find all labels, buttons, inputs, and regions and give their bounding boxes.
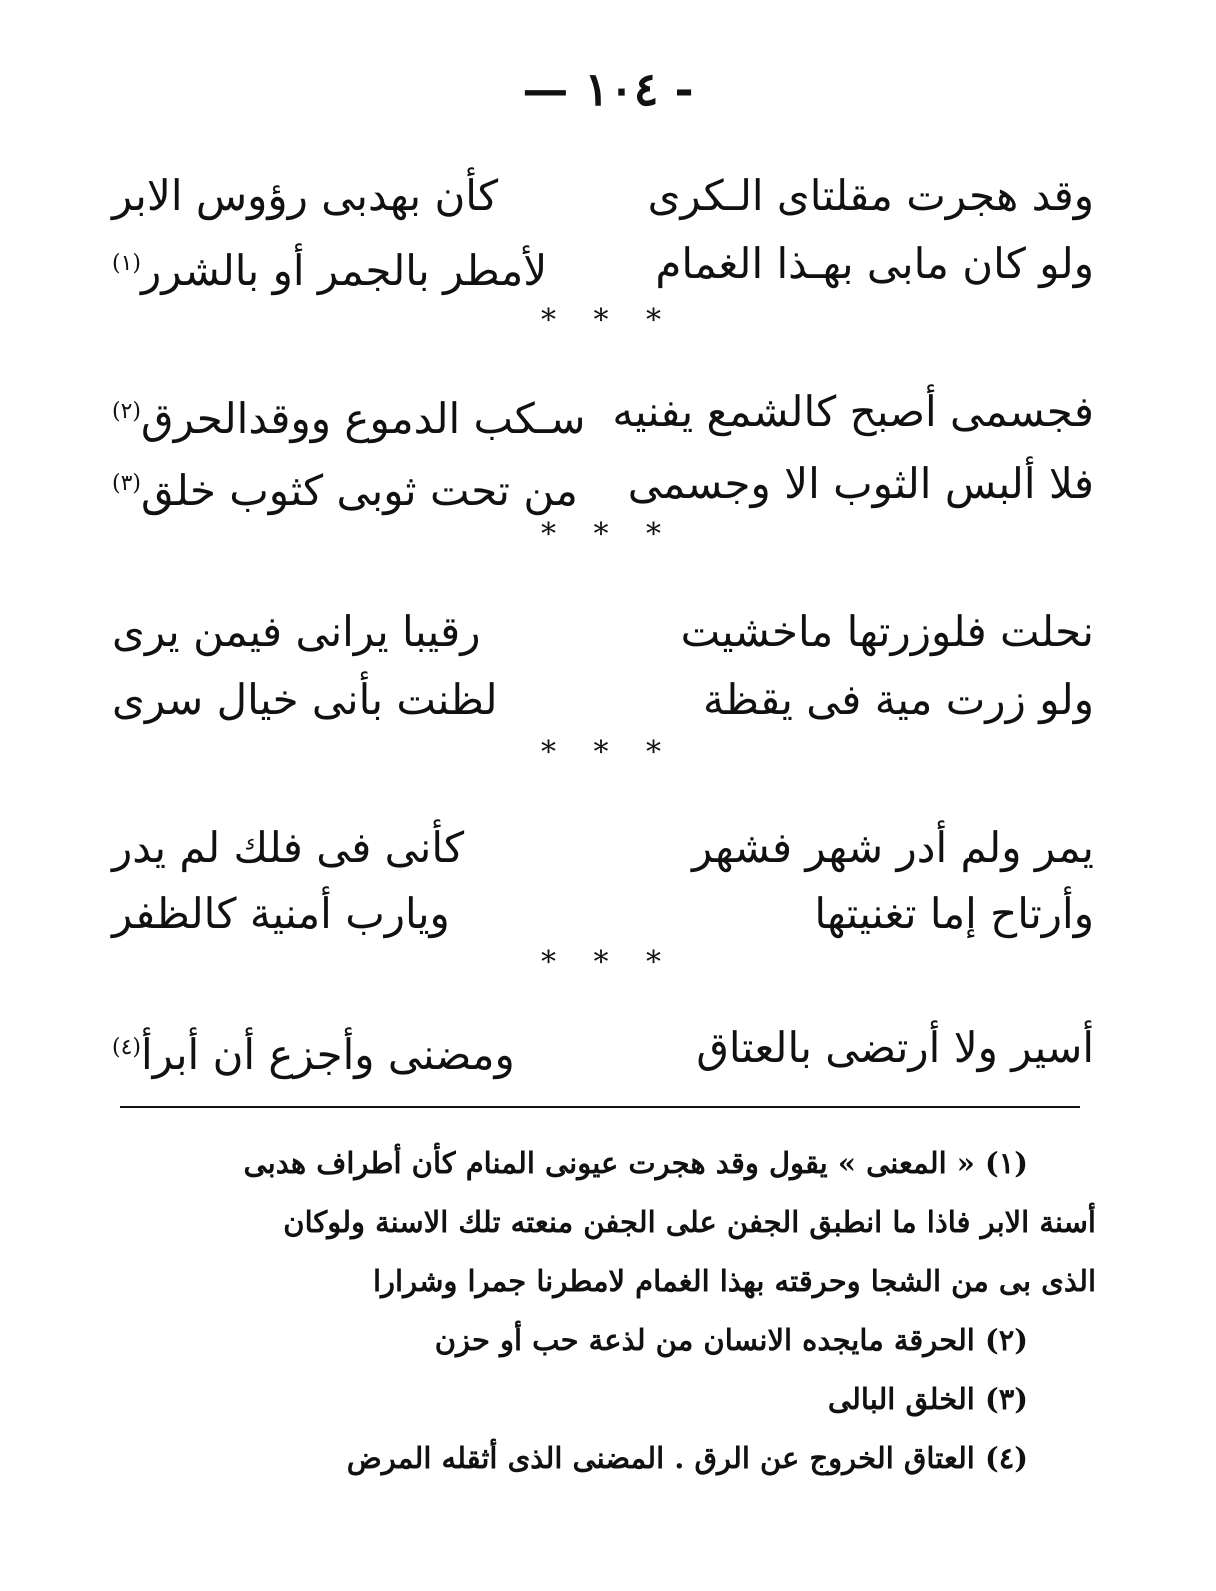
first-hemistich: ولو زرت مية فى يقظة (703, 675, 1094, 724)
section-separator: * * * (540, 517, 676, 552)
second-hemistich-text: ومضنى وأجزع أن أبرأ (141, 1030, 515, 1079)
section-separator: * * * (540, 735, 676, 770)
first-hemistich: وقد هجرت مقلتاى الـكرى (647, 171, 1094, 220)
second-hemistich-text: سـكب الدموع ووقدالحرق (141, 394, 586, 443)
first-hemistich: يمر ولم أدر شهر فشهر (691, 823, 1094, 872)
first-hemistich: أسير ولا أرتضى بالعتاق (696, 1023, 1094, 1072)
footnote-3: (٣) الخلق البالى (827, 1382, 1028, 1416)
verse-line (112, 376, 1094, 448)
section-separator: * * * (540, 303, 676, 338)
verse-line (112, 664, 1094, 736)
footnote-marker: (٣) (112, 471, 142, 496)
verse-line (112, 160, 1094, 232)
footnote-marker: (٤) (112, 1035, 142, 1060)
second-hemistich: كأنى فى فلك لم يدر (112, 823, 465, 872)
verse-line (112, 1012, 1094, 1084)
first-hemistich: وأرتاح إما تغنيتها (814, 889, 1094, 938)
second-hemistich-text: لأمطر بالجمر أو بالشرر (141, 246, 548, 295)
footnote-2: (٢) الحرقة مايجده الانسان من لذعة حب أو حزن (434, 1323, 1028, 1357)
verse-line (112, 878, 1094, 950)
second-hemistich (112, 1012, 515, 1091)
second-hemistich: ويارب أمنية كالظفر (112, 889, 450, 938)
second-hemistich (112, 228, 547, 307)
first-hemistich: نحلت فلوزرتها ماخشيت (680, 607, 1094, 656)
footnote-marker: (١) (112, 251, 142, 276)
first-hemistich: فلا ألبس الثوب الا وجسمى (627, 459, 1094, 508)
second-hemistich: كأن بهدبى رؤوس الابر (112, 171, 499, 220)
verse-line (112, 448, 1094, 520)
verse-line (112, 596, 1094, 668)
footnote-1-continued: أسنة الابر فاذا ما انطبق الجفن على الجفن منعته تلك الاسنة ولوكان (283, 1205, 1096, 1239)
section-separator: * * * (540, 945, 676, 980)
footnote-1-continued: الذى بى من الشجا وحرقته بهذا الغمام لامطرنا جمرا وشرارا (372, 1264, 1096, 1298)
first-hemistich: فجسمى أصبح كالشمع يفنيه (612, 387, 1094, 436)
second-hemistich-text: من تحت ثوبى كثوب خلق (141, 466, 578, 515)
footnote-4: (٤) العتاق الخروج عن الرق . المضنى الذى أثقله المرض (346, 1441, 1028, 1475)
second-hemistich (112, 376, 585, 455)
second-hemistich (112, 448, 578, 527)
footnotes-section (100, 1134, 1096, 1488)
page-number: — ١٠٤ - (522, 62, 694, 116)
first-hemistich: ولو كان مابى بهـذا الغمام (655, 239, 1094, 288)
verse-line (112, 812, 1094, 884)
footnote-1: (١) « المعنى » يقول وقد هجرت عيونى المنام كأن أطراف هدبى (243, 1146, 1028, 1180)
verse-line (112, 228, 1094, 300)
second-hemistich: لظنت بأنى خيال سرى (112, 675, 498, 724)
footnote-divider (120, 1106, 1080, 1108)
footnote-marker: (٢) (112, 399, 142, 424)
second-hemistich: رقيبا يرانى فيمن يرى (112, 607, 481, 656)
